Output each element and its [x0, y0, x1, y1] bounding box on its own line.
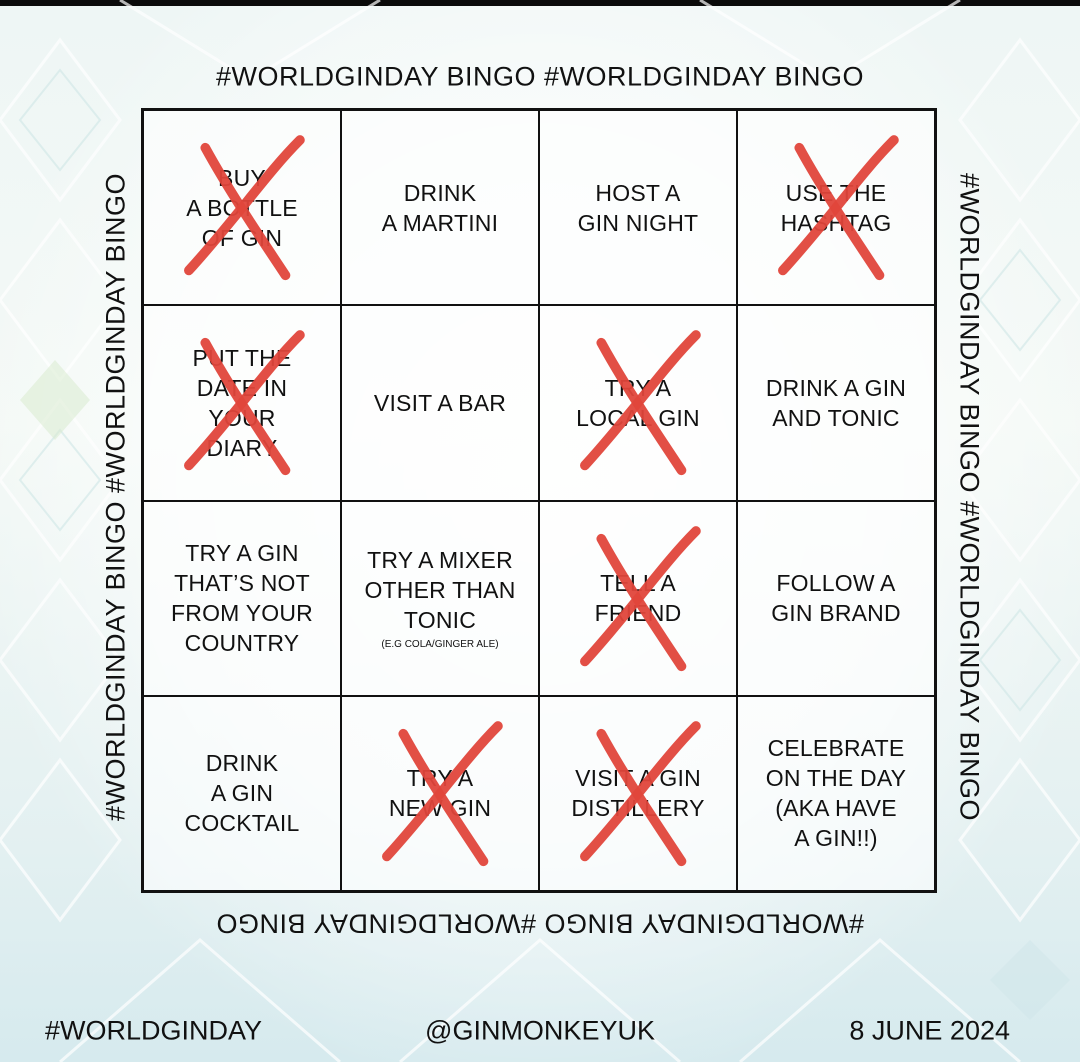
bingo-cell[interactable]	[341, 110, 539, 305]
bingo-cell-text: BUY A BOTTLE OF GIN	[186, 164, 298, 251]
bingo-cell[interactable]	[341, 501, 539, 696]
edge-text-top: #WORLDGINDAY BINGO #WORLDGINDAY BINGO	[215, 61, 865, 92]
bingo-cell-text: USE THE HASHTAG	[780, 179, 892, 236]
bingo-cell[interactable]	[737, 696, 935, 891]
footer-date: 8 JUNE 2024	[849, 1015, 1010, 1046]
bingo-cell-text: VISIT A BAR	[373, 389, 507, 416]
footer-handle: @GINMONKEYUK	[425, 1015, 655, 1046]
bingo-cell[interactable]	[341, 696, 539, 891]
bingo-cell-text: TRY A GIN THAT’S NOT FROM YOUR COUNTRY	[171, 540, 313, 657]
bingo-cell[interactable]	[737, 501, 935, 696]
bingo-cell-text: DRINK A MARTINI	[381, 179, 499, 236]
bingo-cell-note: (E.G COLA/GINGER ALE)	[381, 639, 499, 651]
bingo-cell-text: HOST A GIN NIGHT	[577, 179, 699, 236]
bingo-cell-text: CELEBRATE ON THE DAY (AKA HAVE A GIN!!)	[765, 735, 907, 852]
bingo-cell[interactable]	[737, 110, 935, 305]
bingo-cell-text: TELL A FRIEND	[594, 570, 682, 627]
bingo-cell[interactable]	[341, 305, 539, 500]
bingo-cell-text: DRINK A GIN AND TONIC	[765, 374, 907, 431]
bingo-cell-text: VISIT A GIN DISTILLERY	[571, 765, 705, 822]
bingo-cell[interactable]	[539, 501, 737, 696]
bingo-cell-text: PUT THE DATE IN YOUR DIARY	[192, 344, 292, 461]
bingo-cell-text: TRY A NEW GIN	[388, 765, 492, 822]
bingo-cell[interactable]	[539, 305, 737, 500]
bingo-cell-text: TRY A LOCAL GIN	[576, 374, 700, 431]
bingo-cell-text: FOLLOW A GIN BRAND	[771, 570, 901, 627]
bingo-cell[interactable]	[539, 110, 737, 305]
footer-hashtag: #WORLDGINDAY	[45, 1015, 263, 1046]
bingo-cell[interactable]	[143, 696, 341, 891]
bingo-cell-text: TRY A MIXER OTHER THAN TONIC	[364, 547, 516, 634]
edge-text-bottom: #WORLDGINDAY BINGO #WORLDGINDAY BINGO	[215, 908, 865, 939]
edge-text-left: #WORLDGINDAY BINGO #WORLDGINDAY BINGO	[100, 172, 131, 822]
bingo-cell[interactable]	[539, 696, 737, 891]
bingo-cell[interactable]	[143, 501, 341, 696]
edge-text-right: #WORLDGINDAY BINGO #WORLDGINDAY BINGO	[954, 172, 985, 822]
bingo-grid	[141, 108, 937, 893]
bingo-cell[interactable]	[143, 305, 341, 500]
bingo-cell[interactable]	[143, 110, 341, 305]
bingo-cell-text: DRINK A GIN COCKTAIL	[184, 750, 300, 837]
bingo-cell[interactable]	[737, 305, 935, 500]
